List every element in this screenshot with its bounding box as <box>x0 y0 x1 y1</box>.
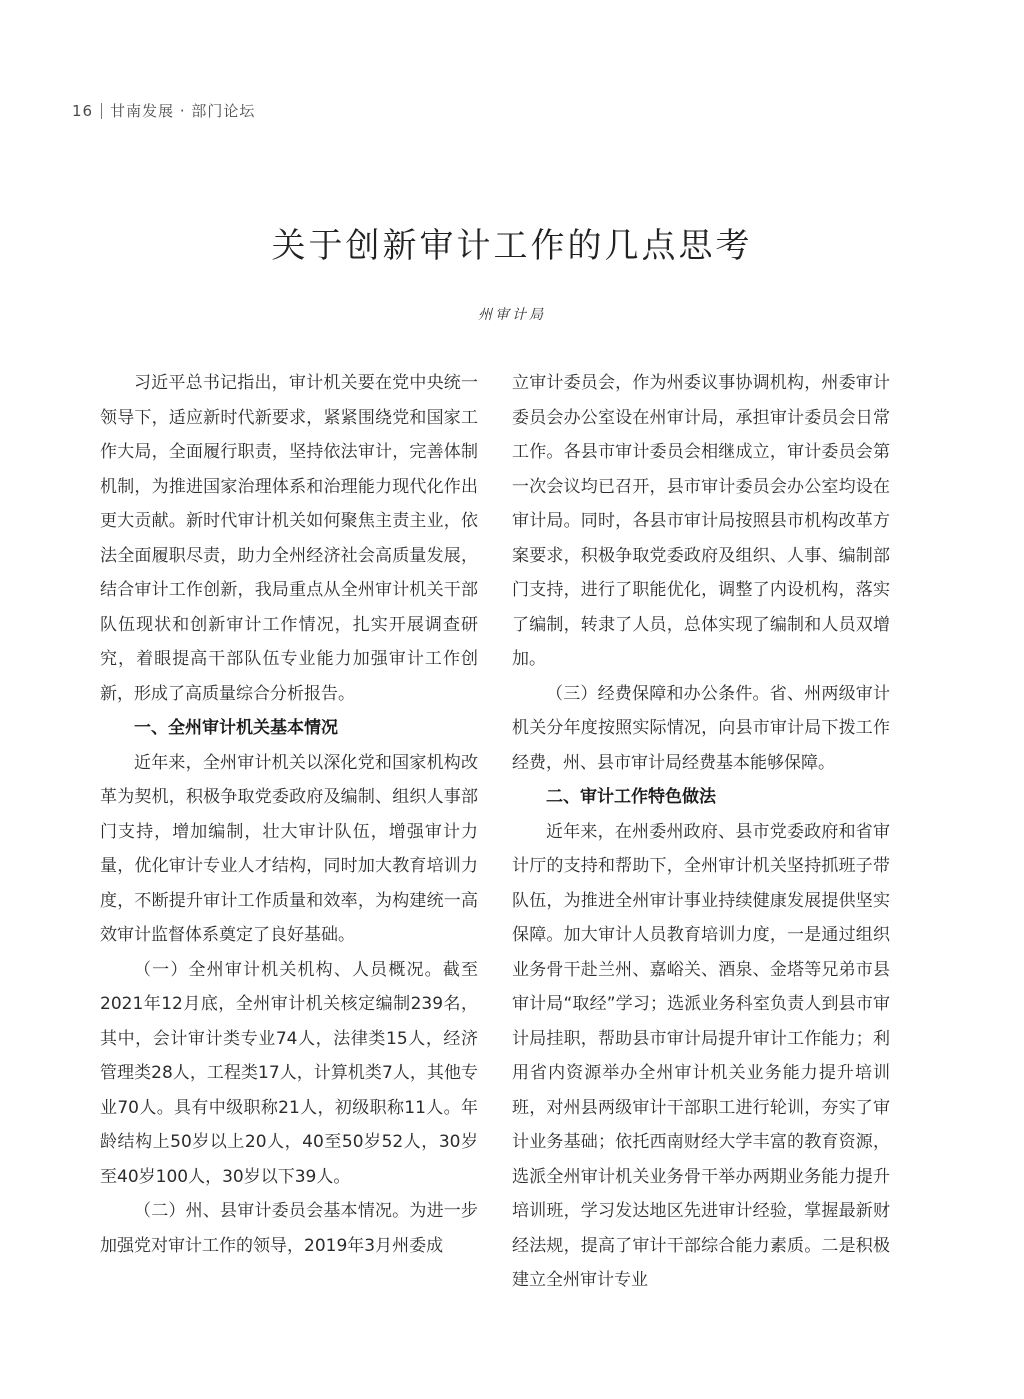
section-heading: 一、全州审计机关基本情况 <box>134 718 338 738</box>
paragraph: 近年来，在州委州政府、县市党委政府和省审计厅的支持和帮助下，全州审计机关坚持抓班子带队伍，为推进全州审计事业持续健康发展提供坚实保障。加大审计人员教育培训力度，一是通过组织业务骨干赴兰州、嘉峪关、酒泉、金塔等兄弟市县审计局“取经”学习；选派业务科室负责人到县市审计局挂职，帮助县市审计局提升审计工作能力；利用省内资源举办全州审计机关业务能力提升培训班，对州县两级审计干部职工进行轮训，夯实了审计业务基础；依托西南财经大学丰富的教育资源，选派全州审计机关业务骨干举办两期业务能力提升培训班，学习发达地区先进审计经验，掌握最新财经法规，提高了审计干部综合能力素质。二是积极建立全州审计专业 <box>512 821 890 1290</box>
paragraph: 习近平总书记指出，审计机关要在党中央统一领导下，适应新时代新要求，紧紧围绕党和国家工作大局，全面履行职责，坚持依法审计，完善体制机制，为推进国家治理体系和治理能力现代化作出更大贡献。新时代审计机关如何聚焦主责主业，依法全面履职尽责，助力全州经济社会高质量发展，结合审计工作创新，我局重点从全州审计机关干部队伍现状和创新审计工作情况，扎实开展调查研究，着眼提高干部队伍专业能力加强审计工作创新，形成了高质量综合分析报告。 <box>100 373 478 704</box>
paragraph: （一）全州审计机关机构、人员概况。截至2021年12月底，全州审计机关核定编制239名，其中，会计审计类专业74人，法律类15人，经济管理类28人，工程类17人，计算机类7人，其他专业70人。具有中级职称21人，初级职称11人。年龄结构上50岁以上20人，40至50岁52人，30岁至40岁100人，30岁以下39人。 <box>100 959 478 1187</box>
paragraph: 近年来，全州审计机关以深化党和国家机构改革为契机，积极争取党委政府及编制、组织人事部门支持，增加编制，壮大审计队伍，增强审计力量，优化审计专业人才结构，同时加大教育培训力度，不断提升审计工作质量和效率，为构建统一高效审计监督体系奠定了良好基础。 <box>100 752 478 945</box>
section-heading: 二、审计工作特色做法 <box>546 787 716 807</box>
section-name: 甘南发展 · 部门论坛 <box>110 102 256 120</box>
article-author: 州审计局 <box>478 307 546 323</box>
paragraph: （三）经费保障和办公条件。省、州两级审计机关分年度按照实际情况，向县市审计局下拨工作经费，州、县市审计局经费基本能够保障。 <box>512 683 890 773</box>
paragraph: 立审计委员会，作为州委议事协调机构，州委审计委员会办公室设在州审计局，承担审计委员会日常工作。各县市审计委员会相继成立，审计委员会第一次会议均已召开，县市审计委员会办公室均设在审计局。同时，各县市审计局按照县市机构改革方案要求，积极争取党委政府及组织、人事、编制部门支持，进行了职能优化，调整了内设机构，落实了编制，转隶了人员，总体实现了编制和人员双增加。 <box>512 373 890 669</box>
running-header <box>72 100 255 121</box>
right-column <box>512 366 890 1298</box>
paragraph: （二）州、县审计委员会基本情况。为进一步加强党对审计工作的领导，2019年3月州委成 <box>100 1201 478 1256</box>
header-divider <box>101 103 102 119</box>
left-column <box>100 366 478 1263</box>
article-title: 关于创新审计工作的几点思考 <box>271 226 753 266</box>
page-number: 16 <box>72 101 94 120</box>
